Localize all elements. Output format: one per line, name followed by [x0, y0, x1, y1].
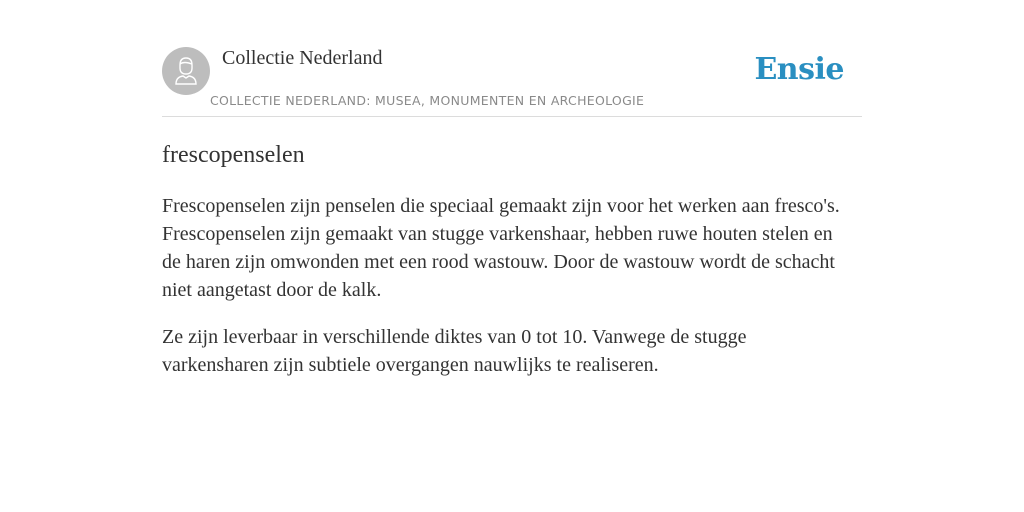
author-subtitle: COLLECTIE NEDERLAND: MUSEA, MONUMENTEN EN ARCHEOLOGIE — [210, 93, 645, 108]
article-paragraph: Ze zijn leverbaar in verschillende diktes van 0 tot 10. Vanwege de stugge varkensharen zijn subtiele overgangen nauwlijks te realiseren. — [162, 326, 747, 376]
article-body — [162, 192, 842, 398]
author-name[interactable]: Collectie Nederland — [222, 47, 383, 69]
page-title: frescopenselen — [162, 142, 305, 168]
article-paragraph: Frescopenselen zijn penselen die speciaal gemaakt zijn voor het werken aan fresco's. Frescopenselen zijn gemaakt van stugge varkenshaar, hebben ruwe houten stelen en de haren zijn omwonden met een rood wastouw. Door de wastouw wordt de schacht niet aangetast door de kalk. — [162, 195, 840, 301]
header — [162, 46, 862, 117]
ensie-logo[interactable]: Ensie — [754, 52, 844, 87]
user-avatar-icon[interactable] — [162, 47, 210, 95]
